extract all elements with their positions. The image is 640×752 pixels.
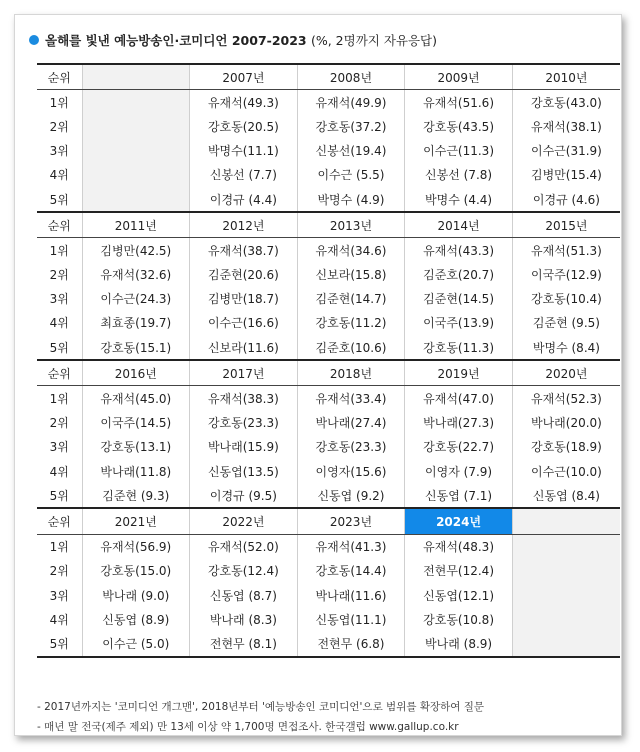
ranking-cell: 유재석(56.9) [82, 534, 190, 559]
ranking-cell: 신동엽 (8.9) [82, 607, 190, 631]
ranking-cell: 신동엽(11.1) [297, 607, 405, 631]
empty-cell [82, 163, 190, 187]
ranking-cell: 신봉선 (7.7) [190, 163, 298, 187]
ranking-cell: 박나래 (9.0) [82, 583, 190, 607]
year-header: 2020년 [512, 360, 620, 386]
table-row [37, 583, 620, 607]
table-row [37, 631, 620, 656]
empty-cell [512, 534, 620, 559]
table-row [37, 311, 620, 335]
rank-label: 5위 [49, 340, 69, 355]
ranking-cell: 이수근(10.0) [512, 459, 620, 483]
rank-label: 3위 [49, 588, 69, 603]
ranking-cell: 강호동(11.2) [297, 311, 405, 335]
year-header: 2015년 [512, 212, 620, 238]
rank-header: 순위 [37, 212, 82, 238]
ranking-cell: 김병만(18.7) [190, 287, 298, 311]
ranking-cell: 유재석(51.6) [405, 90, 513, 115]
table-row [37, 139, 620, 163]
rank-label: 3위 [49, 292, 69, 307]
ranking-cell: 이수근 (5.5) [297, 163, 405, 187]
ranking-cell: 김준현(14.7) [297, 287, 405, 311]
empty-cell [82, 64, 190, 90]
rank-label: 5위 [49, 636, 69, 651]
ranking-cell: 박명수(11.1) [190, 139, 298, 163]
ranking-cell: 김준현 (9.5) [512, 311, 620, 335]
year-header: 2007년 [190, 64, 298, 90]
ranking-cell: 이국주(14.5) [82, 411, 190, 435]
ranking-cell: 박나래(20.0) [512, 411, 620, 435]
ranking-cell: 전현무(12.4) [405, 559, 513, 583]
table-row [37, 114, 620, 138]
ranking-cell: 박명수 (8.4) [512, 335, 620, 360]
ranking-cell: 최효종(19.7) [82, 311, 190, 335]
table-row [37, 411, 620, 435]
table-row [37, 607, 620, 631]
table-row [37, 435, 620, 459]
ranking-cell: 이수근 (5.0) [82, 631, 190, 656]
ranking-cell: 김준현 (9.3) [82, 483, 190, 508]
ranking-cell: 유재석(33.4) [297, 386, 405, 411]
ranking-cell: 강호동(43.5) [405, 114, 513, 138]
ranking-cell: 유재석(41.3) [297, 534, 405, 559]
ranking-cell: 유재석(32.6) [82, 263, 190, 287]
ranking-cell: 유재석(52.0) [190, 534, 298, 559]
footnote-2: - 매년 말 전국(제주 제외) 만 13세 이상 약 1,700명 면접조사. 한국갤럽 www.gallup.co.kr [37, 721, 459, 733]
year-header: 2021년 [82, 508, 190, 534]
rank-label: 1위 [49, 540, 69, 555]
ranking-cell: 유재석(48.3) [405, 534, 513, 559]
year-header: 2012년 [190, 212, 298, 238]
ranking-cell: 이수근(24.3) [82, 287, 190, 311]
ranking-cell: 이영자(15.6) [297, 459, 405, 483]
rank-label: 2위 [49, 564, 69, 579]
table-row [37, 163, 620, 187]
ranking-cell: 김준현(14.5) [405, 287, 513, 311]
ranking-cell: 박나래(15.9) [190, 435, 298, 459]
ranking-cell: 유재석(49.9) [297, 90, 405, 115]
ranking-table [37, 63, 620, 658]
ranking-cell: 신동엽 (8.4) [512, 483, 620, 508]
year-header: 2024년 [405, 508, 513, 534]
footnote-1: - 2017년까지는 '코미디언 개그맨', 2018년부터 '예능방송인 코미디언'으로 범위를 확장하여 질문 [37, 701, 485, 713]
year-header: 2014년 [405, 212, 513, 238]
year-header: 2013년 [297, 212, 405, 238]
ranking-cell: 유재석(38.7) [190, 238, 298, 263]
ranking-cell: 이수근(11.3) [405, 139, 513, 163]
empty-cell [82, 187, 190, 212]
card-frame [14, 14, 622, 736]
ranking-cell: 강호동(15.0) [82, 559, 190, 583]
ranking-cell: 신동엽 (9.2) [297, 483, 405, 508]
rank-header: 순위 [37, 360, 82, 386]
ranking-cell: 신봉선(19.4) [297, 139, 405, 163]
empty-cell [512, 508, 620, 534]
year-header: 2023년 [297, 508, 405, 534]
rank-label: 4위 [49, 316, 69, 331]
year-header-row [37, 212, 620, 238]
year-header: 2017년 [190, 360, 298, 386]
rank-label: 4위 [49, 168, 69, 183]
ranking-cell: 박나래 (8.9) [405, 631, 513, 656]
title-subtitle: (%, 2명까지 자유응답) [310, 33, 438, 48]
ranking-cell: 신동엽 (7.1) [405, 483, 513, 508]
ranking-cell: 강호동(13.1) [82, 435, 190, 459]
ranking-cell: 유재석(45.0) [82, 386, 190, 411]
rank-label: 5위 [49, 192, 69, 207]
empty-cell [512, 583, 620, 607]
ranking-cell: 강호동(10.8) [405, 607, 513, 631]
rank-label: 2위 [49, 416, 69, 431]
ranking-cell: 강호동(11.3) [405, 335, 513, 360]
table-row [37, 483, 620, 508]
ranking-cell: 김병만(15.4) [512, 163, 620, 187]
table-row [37, 386, 620, 411]
ranking-cell: 강호동(20.5) [190, 114, 298, 138]
title-text: 올해를 빛낸 예능방송인·코미디언 2007-2023 [45, 33, 307, 48]
table-row [37, 263, 620, 287]
table-row [37, 559, 620, 583]
ranking-cell: 유재석(34.6) [297, 238, 405, 263]
table-row [37, 90, 620, 115]
bullet-icon [29, 35, 39, 45]
ranking-cell: 박나래(11.6) [297, 583, 405, 607]
ranking-cell: 이수근(16.6) [190, 311, 298, 335]
ranking-cell: 신보라(11.6) [190, 335, 298, 360]
year-header-row [37, 64, 620, 90]
empty-cell [82, 114, 190, 138]
ranking-cell: 유재석(38.1) [512, 114, 620, 138]
year-header: 2022년 [190, 508, 298, 534]
rank-label: 2위 [49, 119, 69, 134]
ranking-cell: 신동엽 (8.7) [190, 583, 298, 607]
ranking-cell: 박나래(27.3) [405, 411, 513, 435]
ranking-cell: 강호동(37.2) [297, 114, 405, 138]
ranking-cell: 신봉선 (7.8) [405, 163, 513, 187]
table-row [37, 335, 620, 360]
year-header: 2010년 [512, 64, 620, 90]
ranking-cell: 강호동(18.9) [512, 435, 620, 459]
ranking-cell: 박나래(11.8) [82, 459, 190, 483]
ranking-cell: 이수근(31.9) [512, 139, 620, 163]
ranking-cell: 신동엽(13.5) [190, 459, 298, 483]
ranking-cell: 이국주(13.9) [405, 311, 513, 335]
ranking-cell: 유재석(52.3) [512, 386, 620, 411]
ranking-cell: 전현무 (6.8) [297, 631, 405, 656]
ranking-cell: 강호동(22.7) [405, 435, 513, 459]
ranking-cell: 이경규 (4.6) [512, 187, 620, 212]
year-header: 2008년 [297, 64, 405, 90]
year-header-row [37, 360, 620, 386]
ranking-cell: 이영자 (7.9) [405, 459, 513, 483]
rank-label: 5위 [49, 488, 69, 503]
rank-header: 순위 [37, 508, 82, 534]
rank-label: 1위 [49, 243, 69, 258]
ranking-cell: 유재석(38.3) [190, 386, 298, 411]
ranking-cell: 김준현(20.6) [190, 263, 298, 287]
empty-cell [512, 559, 620, 583]
ranking-cell: 이경규 (4.4) [190, 187, 298, 212]
ranking-cell: 강호동(12.4) [190, 559, 298, 583]
page-title [29, 29, 437, 51]
rank-label: 3위 [49, 144, 69, 159]
ranking-cell: 박나래 (8.3) [190, 607, 298, 631]
rank-label: 1위 [49, 392, 69, 407]
ranking-cell: 신보라(15.8) [297, 263, 405, 287]
ranking-cell: 김준호(20.7) [405, 263, 513, 287]
table-row [37, 238, 620, 263]
year-header: 2009년 [405, 64, 513, 90]
year-header-row [37, 508, 620, 534]
ranking-cell: 강호동(43.0) [512, 90, 620, 115]
ranking-cell: 유재석(47.0) [405, 386, 513, 411]
ranking-cell: 박나래(27.4) [297, 411, 405, 435]
table-row [37, 187, 620, 212]
rank-header: 순위 [37, 64, 82, 90]
ranking-cell: 박명수 (4.4) [405, 187, 513, 212]
ranking-cell: 전현무 (8.1) [190, 631, 298, 656]
empty-cell [82, 139, 190, 163]
ranking-cell: 이경규 (9.5) [190, 483, 298, 508]
ranking-cell: 강호동(15.1) [82, 335, 190, 360]
ranking-cell: 유재석(43.3) [405, 238, 513, 263]
rank-label: 4위 [49, 464, 69, 479]
table-row [37, 534, 620, 559]
year-header: 2019년 [405, 360, 513, 386]
ranking-cell: 강호동(23.3) [297, 435, 405, 459]
ranking-cell: 강호동(23.3) [190, 411, 298, 435]
rank-label: 2위 [49, 268, 69, 283]
ranking-cell: 김병만(42.5) [82, 238, 190, 263]
table-row [37, 459, 620, 483]
ranking-cell: 강호동(10.4) [512, 287, 620, 311]
rank-label: 4위 [49, 612, 69, 627]
footnotes [37, 697, 484, 737]
year-header: 2011년 [82, 212, 190, 238]
ranking-cell: 유재석(49.3) [190, 90, 298, 115]
rank-label: 3위 [49, 440, 69, 455]
ranking-cell: 신동엽(12.1) [405, 583, 513, 607]
empty-cell [512, 631, 620, 656]
ranking-cell: 김준호(10.6) [297, 335, 405, 360]
ranking-cell: 유재석(51.3) [512, 238, 620, 263]
year-header: 2016년 [82, 360, 190, 386]
rank-label: 1위 [49, 95, 69, 110]
ranking-cell: 강호동(14.4) [297, 559, 405, 583]
ranking-cell: 박명수 (4.9) [297, 187, 405, 212]
table-row [37, 287, 620, 311]
year-header: 2018년 [297, 360, 405, 386]
ranking-cell: 이국주(12.9) [512, 263, 620, 287]
empty-cell [512, 607, 620, 631]
empty-cell [82, 90, 190, 115]
